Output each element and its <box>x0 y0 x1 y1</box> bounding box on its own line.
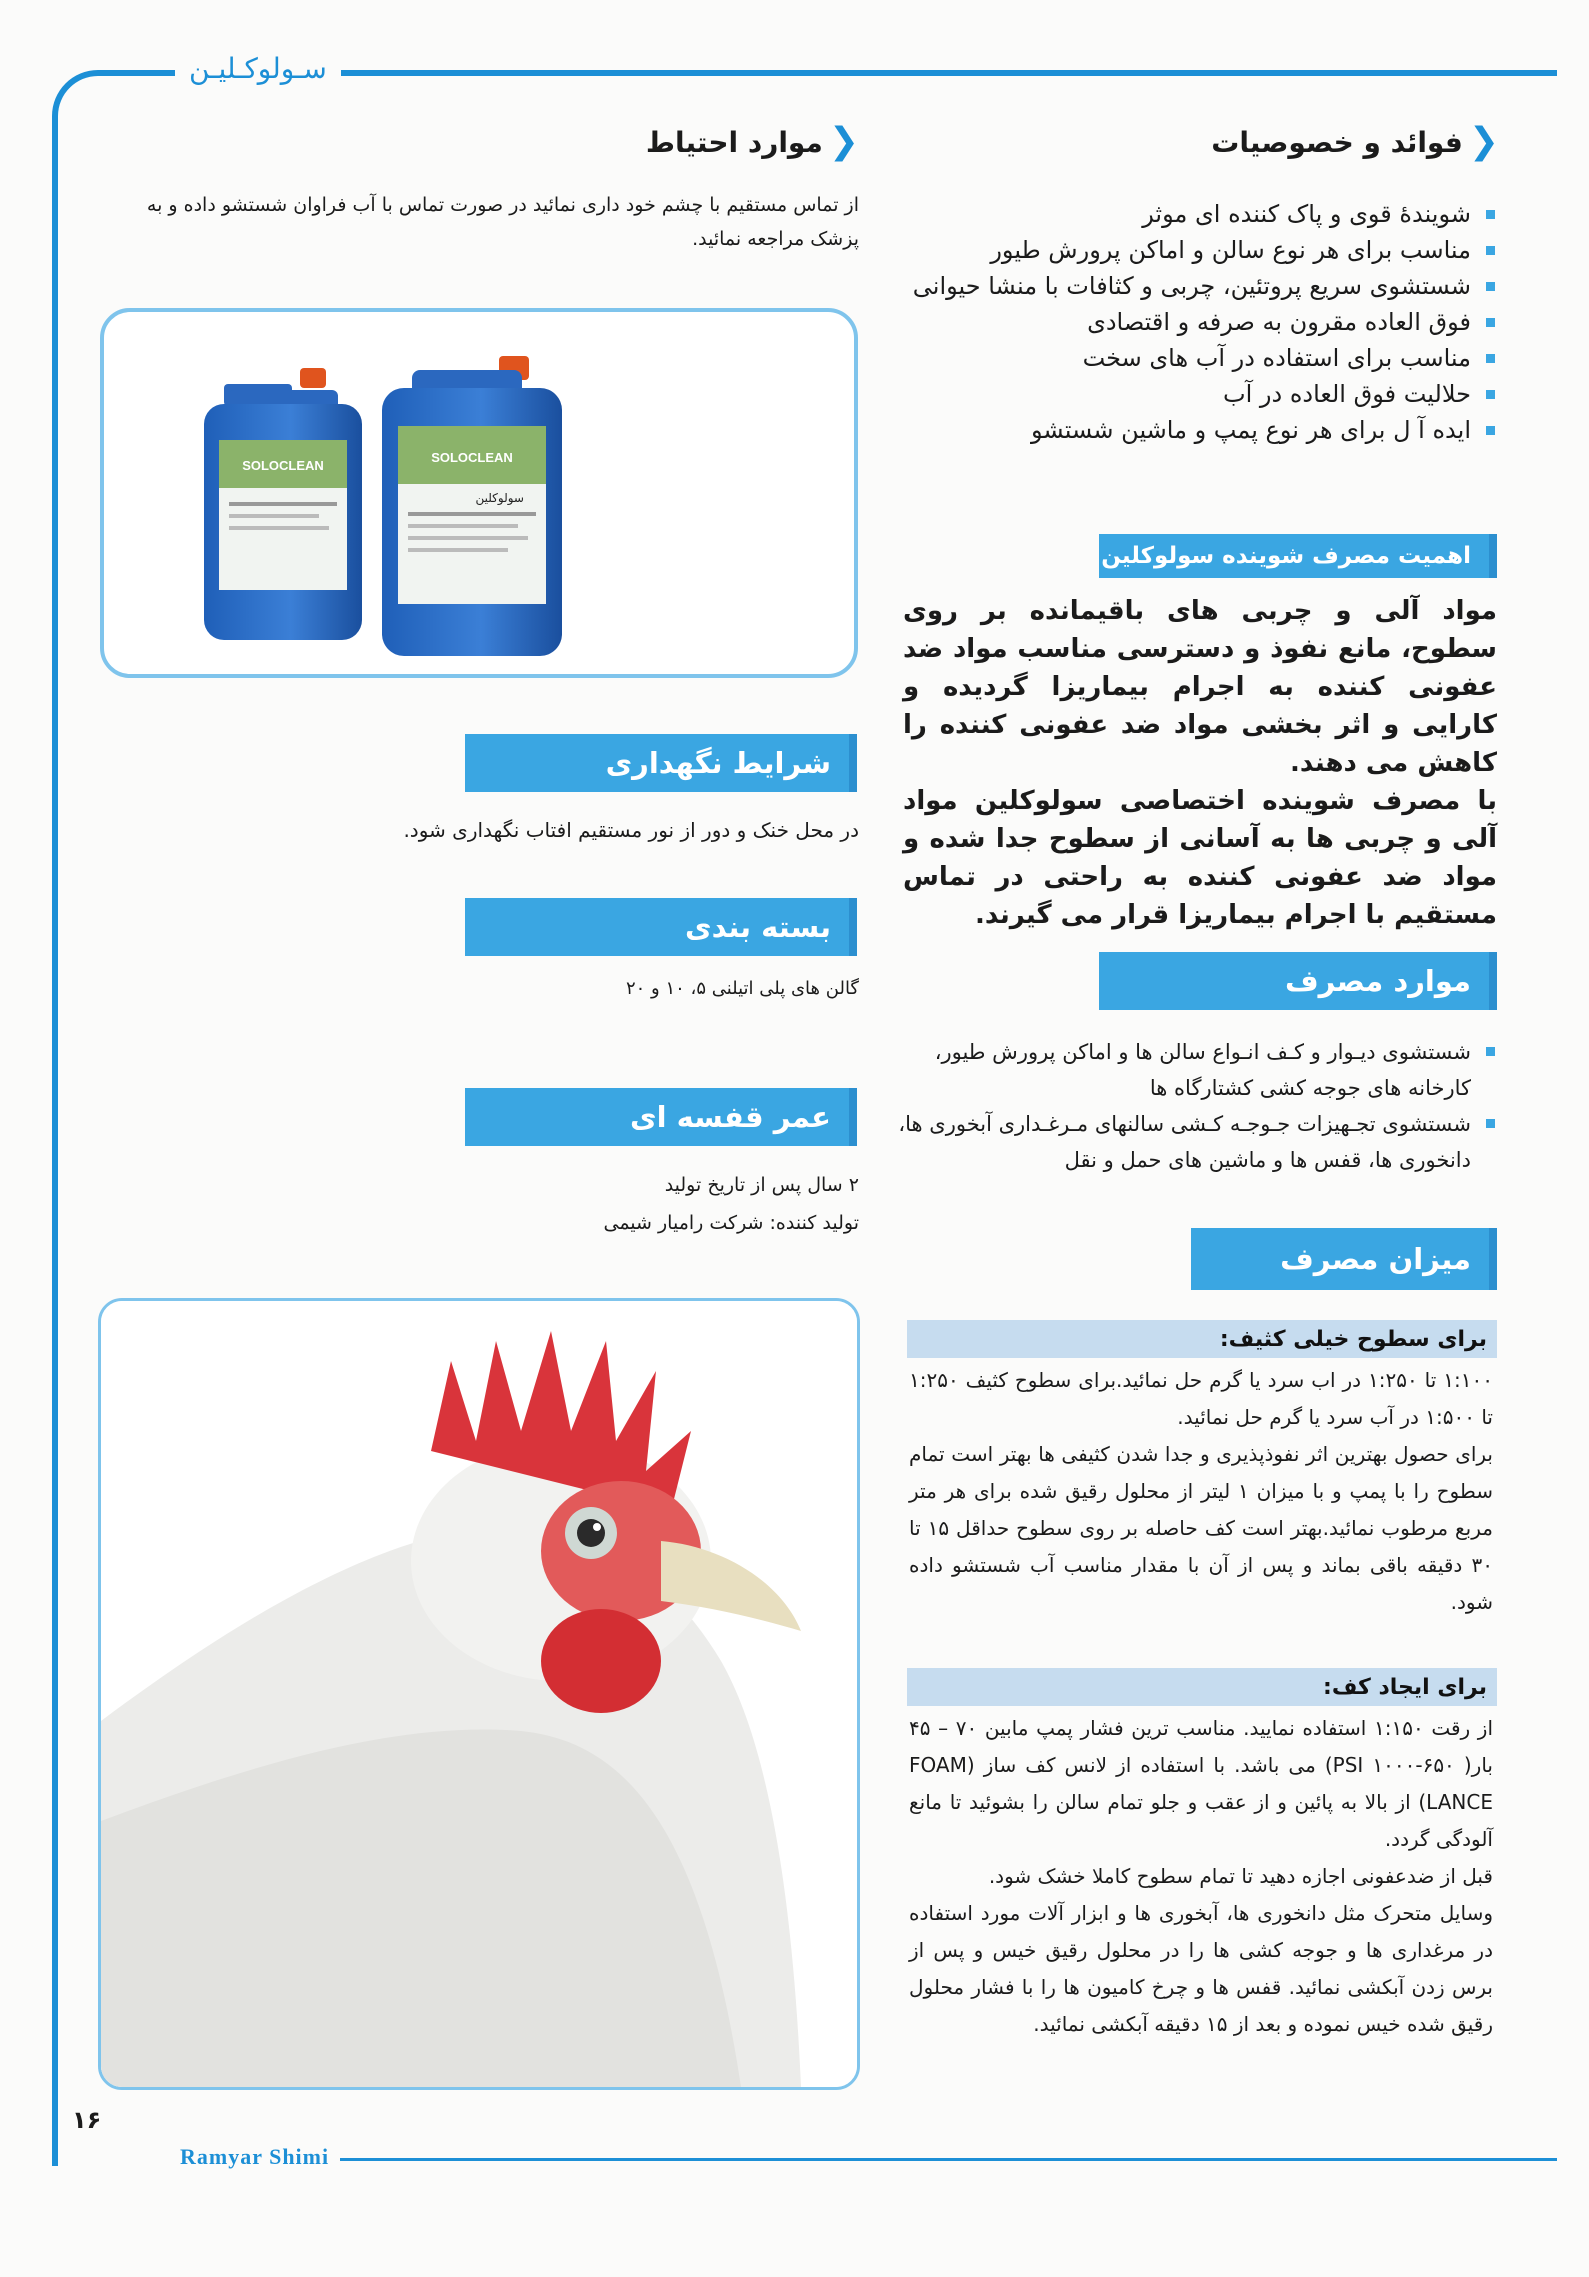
features-list <box>897 196 1497 448</box>
list-item: ایده آ ل برای هر نوع پمپ و ماشین شستشو <box>897 412 1497 448</box>
chicken-photo <box>101 1301 857 2087</box>
importance-paragraph: با مصرف شوینده اختصاصی سولوکلین مواد آلی و چربی ها به آسانی از سطوح جدا شده و مواد ضد عفونی کننده به راحتی در تماس مستقیم با اجرام بیماریزا قرار می گیرند. <box>903 786 1497 930</box>
product-jugs-image <box>104 312 854 674</box>
list-item: حلالیت فوق العاده در آب <box>897 376 1497 412</box>
product-image-card <box>100 308 858 678</box>
jug-small <box>204 368 362 640</box>
chevron-left-icon: ❮ <box>828 121 859 162</box>
jug-sublabel: سولوکلین <box>475 491 524 505</box>
list-item: مناسب برای هر نوع سالن و اماکن پرورش طیور <box>897 232 1497 268</box>
header-brand: سـولوکـلیـن <box>175 52 341 85</box>
storage-heading: شرایط نگهداری <box>465 734 857 792</box>
list-item: مناسب برای استفاده در آب های سخت <box>897 340 1497 376</box>
precautions-text: از تماس مستقیم با چشم خود داری نمائید در صورت تماس با آب فراوان شستشو داده و به پزشک مراجعه نمائید. <box>146 194 859 250</box>
packaging-text: گالن های پلی اتیلنی ۵، ۱۰ و ۲۰ <box>625 978 859 999</box>
usage-list <box>897 1034 1497 1178</box>
list-item: فوق العاده مقرون به صرفه و اقتصادی <box>897 304 1497 340</box>
list-item: شستشوی سریع پروتئین، چربی و کثافات با منشا حیوانی <box>897 268 1497 304</box>
page-number: ۱۶ <box>72 2106 102 2134</box>
list-item: شستشوی دیـوار و کـف انـواع سالن ها و اماکن پرورش طیور، کارخانه های جوجه کشی کشتارگاه ها <box>897 1034 1497 1106</box>
footer-company: Ramyar Shimi <box>180 2144 330 2169</box>
list-item: شستشوی تجـهیزات جـوجـه کـشی سالنهای مـرغـداری آبخوری ها، دانخوری ها، قفس ها و ماشین های حمل و نقل <box>897 1106 1497 1178</box>
footer-rule <box>340 2158 1557 2161</box>
shelf-life-heading: عمر قفسه ای <box>465 1088 857 1146</box>
storage-text: در محل خنک و دور از نور مستقیم افتاب نگهداری شود. <box>403 818 859 842</box>
packaging-heading: بسته بندی <box>465 898 857 956</box>
foam-heading: برای ایجاد کف: <box>907 1668 1497 1706</box>
shelf-life-text: ۲ سال پس از تاریخ تولید تولید کننده: شرکت رامیار شیمی <box>603 1174 859 1234</box>
list-item: شویندهٔ قوی و پاک کننده ای موثر <box>897 196 1497 232</box>
jug-label: SOLOCLEAN <box>431 450 513 465</box>
dosage-heading: میزان مصرف <box>1191 1228 1497 1290</box>
jug-label: SOLOCLEAN <box>242 458 324 473</box>
usage-heading: موارد مصرف <box>1099 952 1497 1010</box>
importance-paragraph: مواد آلی و چربی های باقیمانده بر روی سطوح، مانع نفوذ و دسترسی مناسب مواد ضد عفونی کننده به اجرام بیماریزا گردیده و کارایی و اثر بخشی مواد ضد عفونی کننده را کاهش می دهند. <box>903 596 1497 778</box>
dirty-surfaces-text: ۱:۱۰۰ تا ۱:۲۵۰ در اب سرد یا گرم حل نمائید.برای سطوح کثیف ۱:۲۵۰ تا ۱:۵۰۰ در آب سرد یا گرم حل نمائید. برای حصول بهترین اثر نفوذپذیری و جدا شدن کثیفی ها بهتر است تمام سطوح را با پمپ و با میزان ۱ لیتر از محلول رقیق شده برای هر متر مربع مرطوب نمائید.بهتر است کف حاصله بر روی سطوح حداقل ۱۵ تا ۳۰ دقیقه باقی بماند و پس از آن با مقدار مناسب آب شستشو داده شود. <box>909 1368 1493 1614</box>
precautions-heading: ❮ موارد احتیاط <box>645 121 859 162</box>
jug-large <box>382 356 562 656</box>
chevron-left-icon: ❮ <box>1468 121 1499 162</box>
chicken-image-card <box>98 1298 860 2090</box>
importance-heading: اهمیت مصرف شوینده سولوکلین <box>1099 534 1497 578</box>
foam-text: از رقت ۱:۱۵۰ استفاده نمایید. مناسب ترین فشار پمپ مابین ۷۰ – ۴۵ بار( PSI ۱۰۰۰-۶۵۰) می باشد. با استفاده از لانس کف ساز (FOAM LANCE) از بالا به پائین و از عقب و جلو تمام سالن را بشوئید تا مانع آلودگی گردد. قبل از ضدعفونی اجازه دهید تا تمام سطوح کاملا خشک شود. وسایل متحرک مثل دانخوری ها، آبخوری ها و ابزار آلات مورد استفاده در مرغداری ها و جوجه کشی ها را در محلول رقیق خیس و پس از برس زدن آبکشی نمائید. قفس ها و چرخ کامیون ها را با فشار محلول رقیق شده خیس نموده و بعد از ۱۵ دقیقه آبکشی نمائید. <box>909 1716 1494 2036</box>
importance-text <box>903 592 1497 934</box>
features-heading: ❮ فوائد و خصوصیات <box>1211 121 1499 162</box>
dirty-surfaces-heading: برای سطوح خیلی کثیف: <box>907 1320 1497 1358</box>
